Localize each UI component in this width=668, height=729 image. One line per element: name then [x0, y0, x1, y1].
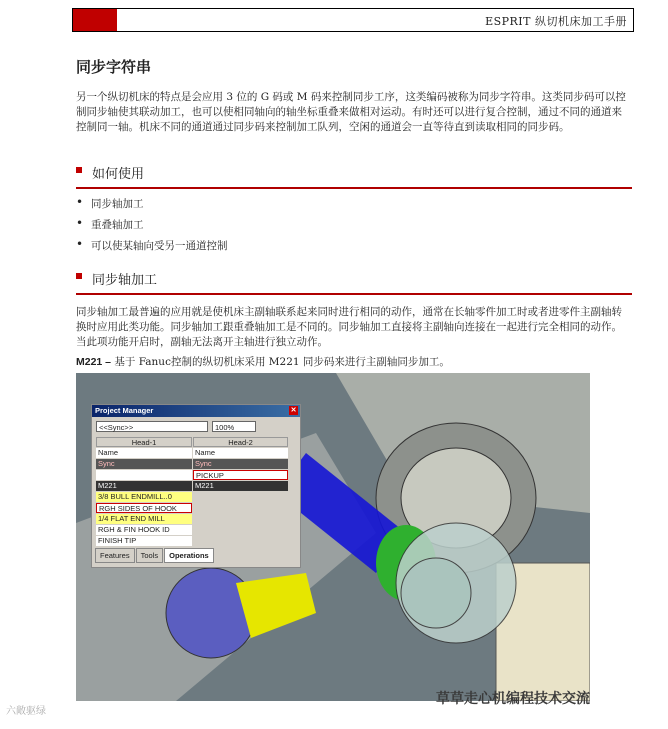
sync-dropdown[interactable]: <<Sync>> — [96, 421, 208, 432]
intro-paragraph: 另一个纵切机床的特点是会应用 3 位的 G 码或 M 码来控制同步工序，这类编码被称为同步字符串。这类同步码可以控制同步轴使其联动加工，也可以使相同轴向的轴坐标重叠来做相对运动。有时还可以进行复合控制，通过不同的通道来控制同一轴。机床不同的通道通过同步码来控制加工队列，空闲的通道会一直等待直到读取相同的同步码。 — [76, 91, 626, 133]
header-red-block — [73, 9, 117, 31]
section-marker — [76, 273, 82, 279]
head1-header: Head-1 — [96, 437, 192, 447]
list-item[interactable]: FINISH TIP — [96, 536, 192, 546]
head2-header: Head-2 — [193, 437, 288, 447]
m221-text: 基于 Fanuc控制的纵切机床采用 M221 同步码来进行主副轴同步加工。 — [111, 356, 450, 368]
list-item[interactable]: PICKUP — [193, 470, 288, 480]
tab-bar — [95, 548, 215, 562]
close-icon[interactable]: ✕ — [290, 407, 297, 414]
list-item: • 可以使某轴向受另一通道控制 — [76, 238, 228, 259]
tab-features[interactable]: Features — [95, 548, 135, 563]
list-item: • 同步轴加工 — [76, 196, 228, 217]
list-item[interactable]: 3/8 BULL ENDMILL..0 — [96, 492, 192, 502]
list-item[interactable]: RGH & FIN HOOK ID — [96, 525, 192, 535]
section-sync-axis — [76, 269, 632, 295]
watermark-right: 草草走心机编程技术交流 — [436, 691, 590, 707]
bullet-list — [76, 196, 228, 259]
tab-operations[interactable]: Operations — [164, 548, 214, 563]
sync-paragraph: 同步轴加工最普遍的应用就是使机床主副轴联系起来同时进行相同的动作，通常在长轴零件加工时或者进零件主副轴转换时应用此类功能。同步轴加工跟重叠轴加工是不同的。同步轴加工直接将主副轴向连接在一起进行完全相同的动作。当此项功能开启时，副轴无法离开主轴进行独立动作。 — [76, 306, 622, 348]
name-column: Name — [96, 448, 192, 458]
list-item[interactable]: M221 — [96, 481, 192, 491]
list-item[interactable]: RGH SIDES OF HOOK — [96, 503, 192, 513]
list-item: • 重叠轴加工 — [76, 217, 228, 238]
section-marker — [76, 167, 82, 173]
watermark-left: 六敞驱绿 — [6, 706, 46, 717]
list-item[interactable]: Sync — [96, 459, 192, 469]
section-title: 如何使用 — [92, 167, 145, 182]
zoom-dropdown[interactable]: 100% — [212, 421, 256, 432]
project-manager-window — [91, 404, 301, 568]
page-title: 同步字符串 — [76, 58, 152, 76]
window-titlebar — [92, 405, 300, 417]
name-column: Name — [193, 448, 288, 458]
list-item[interactable]: Sync — [193, 459, 288, 469]
m221-line — [76, 354, 450, 369]
window-title: Project Manager — [95, 406, 154, 415]
list-item[interactable]: 1/4 FLAT END MILL — [96, 514, 192, 524]
list-item[interactable] — [96, 470, 192, 480]
list-item[interactable]: M221 — [193, 481, 288, 491]
m221-code: M221 – — [76, 356, 112, 368]
page-header — [72, 8, 634, 32]
section-title: 同步轴加工 — [92, 273, 158, 288]
tab-tools[interactable]: Tools — [136, 548, 164, 563]
section-how-to-use — [76, 163, 632, 189]
header-title: ESPRIT 纵切机床加工手册 — [485, 15, 627, 28]
